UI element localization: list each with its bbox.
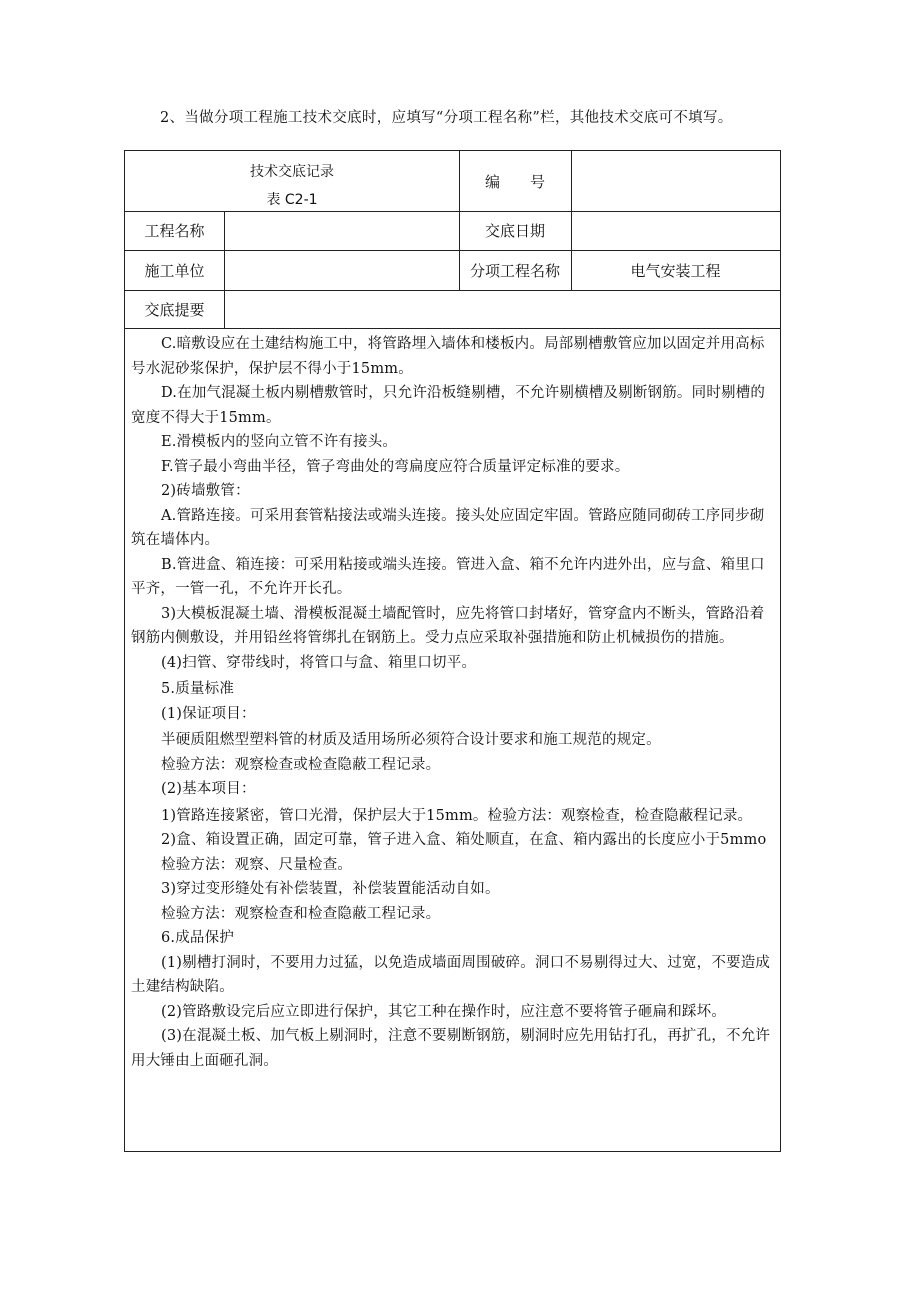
content-paragraph: (2)管路敷设完后应立即进行保护，其它工种在操作时，应注意不要将管子砸扁和踩坏。 <box>161 1003 727 1020</box>
content-paragraph: (3)在混凝土板、加气板上剔洞时，注意不要剔断钢筋，剔洞时应先用钻打孔，再扩孔，不允许用大锤由上面砸孔洞。 <box>131 1028 771 1069</box>
content-paragraph: C.暗敷设应在土建结构施工中，将管路埋入墙体和楼板内。局部剔槽敷管应加以固定并用高标号水泥砂浆保护，保护层不得小于15mm。 <box>131 336 765 377</box>
form-title: 技术交底记录 <box>250 164 334 180</box>
sub-project-field[interactable]: 电气安装工程 <box>630 261 721 280</box>
content-paragraph: 检验方法：观察检查或检查隐蔽工程记录。 <box>161 756 441 773</box>
form-code: 表 C2-1 <box>266 192 318 208</box>
contractor-field[interactable] <box>224 250 459 290</box>
disclosure-content <box>131 332 777 1073</box>
form-title-block <box>125 151 459 211</box>
content-paragraph: 检验方法：观察、尺量检查。 <box>161 856 353 873</box>
form-instruction-note: 2、当做分项工程施工技术交底时，应填写“分项工程名称”栏，其他技术交底可不填写。 <box>160 110 733 126</box>
content-paragraph: (2)基本项目： <box>161 781 256 797</box>
content-paragraph: D.在加气混凝土板内剔槽敷管时，只允许沿板缝剔槽，不允许剔横槽及剔断钢筋。同时剔槽的宽度不得大于15mm。 <box>131 385 766 426</box>
content-paragraph: 3)穿过变形缝处有补偿装置，补偿装置能活动自如。 <box>161 881 500 897</box>
content-paragraph: 3)大模板混凝土墙、滑模板混凝土墙配管时，应先将管口封堵好，管穿盒内不断头，管路沿着钢筋内侧敷设，并用铅丝将管绑扎在钢筋上。受力点应采取补强措施和防止机械损伤的措施。 <box>131 605 765 646</box>
content-paragraph: 半硬质阻燃型塑料管的材质及适用场所必须符合设计要求和施工规范的规定。 <box>161 732 661 748</box>
section-heading: 6.成品保护 <box>161 930 235 946</box>
disclosure-date-label: 交底日期 <box>484 222 545 240</box>
content-paragraph: 检验方法：观察检查和检查隐蔽工程记录。 <box>161 905 441 922</box>
project-name-label: 工程名称 <box>144 222 205 240</box>
summary-label: 交底提要 <box>144 300 205 319</box>
content-paragraph: F.管子最小弯曲半径，管子弯曲处的弯扁度应符合质量评定标准的要求。 <box>161 458 630 475</box>
row-divider <box>125 328 780 329</box>
sub-project-label: 分项工程名称 <box>469 261 560 280</box>
contractor-label: 施工单位 <box>144 261 205 280</box>
content-paragraph: A.管路连接。可采用套管粘接法或端头连接。接头处应固定牢固。管路应随同砌砖工序同步砌筑在墙体内。 <box>131 507 765 548</box>
content-paragraph: (1)剔槽打洞时，不要用力过猛，以免造成墙面周围破碎。洞口不易剔得过大、过宽，不要造成土建结构缺陷。 <box>131 954 771 995</box>
project-name-field[interactable] <box>224 211 459 250</box>
summary-field[interactable] <box>224 290 780 328</box>
disclosure-record-form <box>124 150 781 1152</box>
content-paragraph: (4)扫管、穿带线时，将管口与盒、箱里口切平。 <box>161 654 477 671</box>
content-paragraph: E.滑模板内的竖向立管不许有接头。 <box>161 434 398 450</box>
content-paragraph: B.管进盒、箱连接：可采用粘接或端头连接。管进入盒、箱不允许内进外出，应与盒、箱里口平齐，一管一孔，不允许开长孔。 <box>131 556 765 597</box>
number-field[interactable] <box>571 151 780 211</box>
content-paragraph: (1)保证项目： <box>161 705 256 722</box>
content-paragraph: 1)管路连接紧密，管口光滑，保护层大于15mm。检验方法：观察检查，检查隐蔽程记录。 <box>161 807 753 824</box>
content-paragraph: 2)砖墙敷管： <box>161 483 250 499</box>
disclosure-date-field[interactable] <box>571 211 780 250</box>
section-heading: 5.质量标准 <box>161 681 235 697</box>
content-paragraph: 2)盒、箱设置正确，固定可靠，管子进入盒、箱处顺直，在盒、箱内露出的长度应小于5mmo <box>161 832 767 848</box>
number-label: 编号 <box>485 172 576 191</box>
